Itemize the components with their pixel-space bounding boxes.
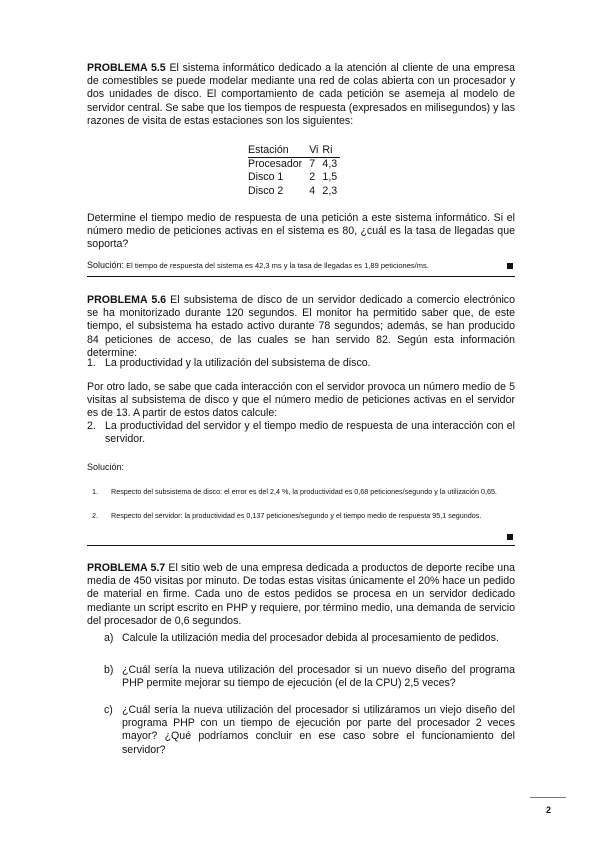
table-header-ri: Ri bbox=[322, 144, 340, 158]
end-of-solution-mark bbox=[507, 534, 513, 540]
problem-5-6-intro: El subsistema de disco de un servidor dedicado a comercio electrónico se ha monitorizado durante 120 segundos. El monitor ha permitido saber que, de este tiempo, el subsistema ha estado activo durante 78 segundos; además, se han producido 84 peticiones de acceso, de las cuales se han servido 82. Según esta información determine: bbox=[87, 294, 515, 359]
list-item-letter: a) bbox=[104, 632, 114, 644]
table-header-station: Estación bbox=[248, 144, 305, 158]
list-item-text: Calcule la utilización media del procesador debida al procesamiento de pedidos. bbox=[122, 632, 499, 644]
table-cell: 4,3 bbox=[322, 158, 338, 171]
list-item bbox=[87, 420, 515, 446]
list-item bbox=[104, 704, 515, 757]
solution-label: Solución: bbox=[87, 260, 125, 270]
problem-5-7-intro: El sitio web de una empresa dedicada a productos de deporte recibe una media de 450 visitas por minuto. De todas estas visitas únicamente el 20% hace un pedido de material en firme. Cada uno de estos pedidos se procesa en un servidor dedicado mediante un script escrito en PHP y requiere, por término medio, una demanda de servicio del procesador de 0,6 segundos. bbox=[87, 562, 515, 627]
end-of-solution-mark bbox=[507, 263, 513, 269]
list-item-number: 1. bbox=[87, 357, 96, 369]
problem-5-6-middle: Por otro lado, se sabe que cada interacción con el servidor provoca un número medio de 5 visitas al subsistema de disco y que el número medio de peticiones activas en el servidor es de 13. A partir de estos datos calcule: bbox=[87, 381, 515, 420]
list-item bbox=[104, 632, 515, 645]
solution-text: El tiempo de respuesta del sistema es 42,3 ms y la tasa de llegadas es 1,89 peticiones/ms. bbox=[126, 261, 429, 270]
list-item bbox=[104, 664, 515, 690]
problem-5-7-title: PROBLEMA 5.7 bbox=[87, 562, 166, 574]
table-cell: 2,3 bbox=[322, 184, 338, 197]
table-cell: 4 bbox=[309, 184, 316, 197]
solution-item-number: 1. bbox=[92, 487, 98, 496]
visits-response-table bbox=[248, 144, 340, 198]
table-header-row bbox=[248, 144, 340, 158]
table-row bbox=[248, 158, 340, 172]
table-cell: Disco 2 bbox=[248, 184, 284, 197]
list-item-number: 2. bbox=[87, 420, 96, 432]
list-item-text: La productividad del servidor y el tiempo medio de respuesta de una interacción con el servidor. bbox=[105, 420, 515, 446]
problem-5-5-intro: El sistema informático dedicado a la atención al cliente de una empresa de comestibles se puede modelar mediante una red de colas abierta con un procesador y dos unidades de disco. El comportamiento de cada petición se asemeja al modelo de servidor central. Se sabe que los tiempos de respuesta (expresados en milisegundos) y las razones de visita de estas estaciones son los siguientes: bbox=[87, 62, 516, 127]
list-item-letter: c) bbox=[104, 704, 113, 716]
list-item bbox=[87, 357, 515, 370]
solution-item bbox=[87, 486, 515, 498]
section-divider bbox=[87, 545, 515, 546]
list-item-letter: b) bbox=[104, 664, 114, 676]
list-item-text: La productividad y la utilización del subsistema de disco. bbox=[105, 357, 371, 369]
problem-5-5-question: Determine el tiempo medio de respuesta de una petición a este sistema informático. Si el número medio de peticiones activas en el sistema es 80, ¿cuál es la tasa de llegadas que soporta? bbox=[87, 212, 515, 251]
list-item-text: ¿Cuál sería la nueva utilización del procesador si utilizáramos un viejo diseño del programa PHP con un tiempo de ejecución por parte del procesador 2 veces mayor? ¿Qué podríamos concluir en ese caso sobre el funcionamiento del servidor? bbox=[122, 704, 515, 756]
table-cell: Disco 1 bbox=[248, 171, 284, 184]
problem-5-6-continuation bbox=[87, 381, 515, 421]
page-number: 2 bbox=[546, 805, 552, 815]
table-cell: 7 bbox=[309, 158, 316, 171]
problem-5-7-statement bbox=[87, 562, 515, 628]
problem-5-5-title: PROBLEMA 5.5 bbox=[87, 62, 166, 74]
solution-item-number: 2. bbox=[92, 511, 98, 520]
problem-5-6-statement bbox=[87, 294, 515, 360]
table-row bbox=[248, 171, 340, 184]
section-divider bbox=[87, 276, 515, 277]
problem-5-7 bbox=[87, 562, 515, 628]
solution-item-text: Respecto del servidor: la productividad es 0,137 peticiones/segundo y el tiempo medio de respuesta 95,1 segundos. bbox=[111, 511, 482, 520]
list-item-text: ¿Cuál sería la nueva utilización del procesador si un nuevo diseño del programa PHP permite mejorar su tiempo de ejecución (el de la CPU) 2,5 veces? bbox=[122, 664, 515, 690]
problem-5-6 bbox=[87, 294, 515, 360]
solution-item-text: Respecto del subsistema de disco: el error es del 2,4 %, la productividad es 0,68 peticiones/segundo y la utilización 0,65. bbox=[111, 487, 497, 496]
problem-5-5 bbox=[87, 62, 515, 128]
table-row bbox=[248, 185, 340, 198]
page-number-rule bbox=[530, 797, 566, 798]
table-header-vi: Vi bbox=[305, 144, 322, 158]
problem-5-5-solution bbox=[87, 260, 515, 271]
table-cell: Procesador bbox=[248, 158, 303, 171]
problem-5-6-title: PROBLEMA 5.6 bbox=[87, 294, 167, 306]
solution-label: Solución: bbox=[87, 462, 125, 472]
table-cell: 2 bbox=[309, 171, 316, 184]
problem-5-5-statement bbox=[87, 62, 515, 128]
table-cell: 1,5 bbox=[322, 171, 338, 184]
solution-item bbox=[87, 510, 515, 522]
